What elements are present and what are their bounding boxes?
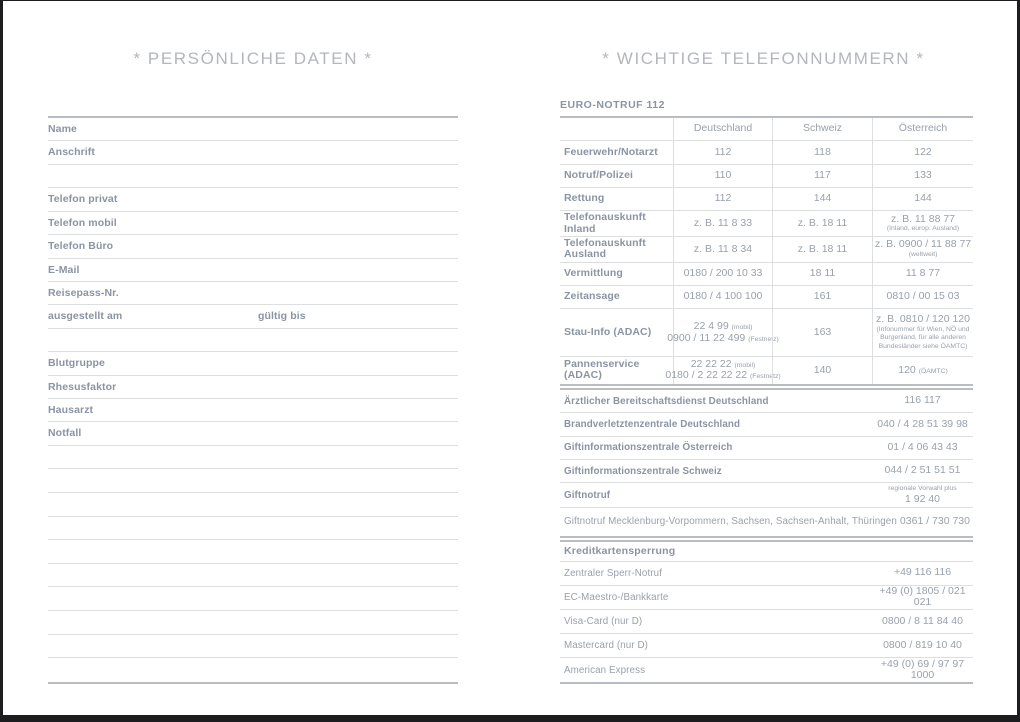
cell-de-note2: (Festnetz): [748, 335, 779, 343]
cell-at-note: (weltweit): [908, 250, 938, 258]
cell-de: z. B. 11 8 33: [673, 211, 772, 236]
list-item: [560, 562, 973, 586]
header-cell-empty: [560, 118, 673, 140]
cell-at: [872, 211, 973, 236]
list-item: [560, 610, 973, 634]
table-row: [560, 286, 973, 309]
field-label: ausgestellt am: [48, 310, 123, 323]
personal-data-form: [48, 116, 458, 684]
list-item: [560, 390, 973, 413]
emergency-numbers-list: [560, 388, 973, 538]
scan-edge-bottom: [0, 715, 1020, 722]
cell-at: [872, 357, 973, 384]
item-value: [872, 485, 973, 505]
field-label: Name: [48, 123, 77, 135]
field-label: Telefon mobil: [48, 216, 117, 229]
cell-at: 122: [872, 141, 973, 163]
form-row-blank: [48, 658, 458, 682]
form-row-blank: [48, 611, 458, 635]
cell-de: [667, 309, 779, 356]
table-header-row: [560, 118, 973, 141]
item-value: +49 (0) 69 / 97 97 1000: [880, 657, 965, 682]
cell-at: 11 8 77: [872, 263, 973, 285]
cell-at-note: (ÖAMTC): [918, 367, 948, 375]
row-label: Feuerwehr/Notarzt: [564, 145, 658, 158]
cell-de-note2: (Festnetz): [750, 373, 781, 381]
item-value: 0800 / 819 10 40: [883, 638, 962, 651]
form-row-blank: [48, 517, 458, 541]
credit-section-header: Kreditkartensperrung: [560, 542, 973, 562]
item-value: 0361 / 730 730: [899, 515, 970, 528]
form-row-anschrift: [48, 141, 458, 164]
form-row-name: [48, 118, 458, 141]
form-row-email: [48, 259, 458, 282]
list-item-giftnotruf: [560, 483, 973, 508]
field-label: Anschrift: [48, 146, 95, 159]
table-row-stau-info: [560, 309, 973, 357]
row-label: Zeitansage: [564, 290, 620, 303]
cell-ch: 140: [772, 357, 872, 384]
form-row-rhesusfaktor: [48, 376, 458, 399]
cell-de: z. B. 11 8 34: [673, 237, 772, 262]
form-row-blutgruppe: [48, 352, 458, 375]
page-title-personal-data: * PERSÖNLICHE DATEN *: [133, 49, 373, 68]
cell-de-main2: 0900 / 11 22 499: [667, 331, 746, 344]
list-item: [560, 460, 973, 483]
cell-ch: 161: [772, 286, 872, 308]
item-label: Giftnotruf: [564, 489, 611, 501]
euro-notruf-label: EURO-NOTRUF 112: [560, 99, 665, 111]
cell-ch: 18 11: [772, 263, 872, 285]
cell-at-note: (Inland, europ. Ausland): [886, 224, 960, 232]
item-value-number: 1 92 40: [904, 492, 941, 505]
row-label: Pannenservice (ADAC): [564, 358, 640, 382]
table-row: [560, 188, 973, 211]
cell-de: 110: [673, 165, 772, 187]
cell-de-line2: [667, 333, 779, 344]
item-value: +49 (0) 1805 / 021 021: [879, 584, 966, 609]
item-value: 01 / 4 06 43 43: [887, 440, 958, 453]
form-row-blank: [48, 329, 458, 353]
cell-at: [872, 237, 973, 262]
form-row-blank: [48, 469, 458, 493]
item-label: EC-Maestro-/Bankkarte: [564, 591, 669, 603]
form-row-hausarzt: [48, 399, 458, 422]
list-item: [560, 658, 973, 682]
table-row: [560, 165, 973, 188]
table-row: [560, 263, 973, 286]
form-row-blank: [48, 540, 458, 564]
cell-de-note1: (mobil): [734, 362, 756, 370]
row-label: Stau-Info (ADAC): [564, 325, 652, 338]
row-label: Telefonauskunft Inland: [564, 211, 646, 235]
form-row-blank: [48, 635, 458, 659]
item-label: Giftinformationszentrale Schweiz: [564, 465, 722, 477]
table-row: [560, 237, 973, 263]
cell-ch: 144: [772, 188, 872, 210]
item-label: Mastercard (nur D): [564, 640, 649, 652]
cell-at-main: z. B. 11 88 77: [890, 212, 955, 225]
item-label: Zentraler Sperr-Notruf: [564, 567, 663, 579]
form-row-blank: [48, 165, 458, 189]
cell-at: 0810 / 00 15 03: [872, 286, 973, 308]
form-row-telefon-buero: [48, 235, 458, 258]
cell-at-note: (Infonummer für Wien, NÖ und Burgenland, für alle anderen Bundesländer siehe ÖAMTC): [876, 325, 970, 350]
item-label: Visa-Card (nur D): [564, 615, 643, 627]
cell-de-line2: [665, 370, 780, 381]
item-label: Ärztlicher Bereitschaftsdienst Deutschland: [564, 395, 769, 407]
list-item: [560, 437, 973, 460]
euro-notruf-table: [560, 116, 973, 386]
cell-de: 0180 / 4 100 100: [673, 286, 772, 308]
page-title-telefonnummern: * WICHTIGE TELEFONNUMMERN *: [602, 49, 925, 68]
cell-at-line: [898, 365, 948, 376]
field-label-gueltig-bis: gültig bis: [258, 310, 306, 323]
list-item: [560, 413, 973, 436]
cell-at-main: z. B. 0810 / 120 120: [876, 313, 970, 326]
item-label: Giftinformationszentrale Österreich: [564, 442, 733, 454]
form-row-notfall: [48, 422, 458, 445]
item-label: Giftnotruf Mecklenburg-Vorpommern, Sachsen, Sachsen-Anhalt, Thüringen: [564, 516, 897, 528]
form-row-blank: [48, 493, 458, 517]
field-label: Hausarzt: [48, 404, 94, 417]
item-value: +49 116 116: [893, 566, 952, 579]
row-label: Rettung: [564, 192, 605, 205]
cell-at-main: z. B. 0900 / 11 88 77: [875, 238, 972, 251]
cell-de: 112: [673, 141, 772, 163]
row-label: Vermittlung: [564, 266, 623, 279]
list-item: [560, 586, 973, 610]
field-label: Telefon Büro: [48, 240, 114, 253]
header-cell-schweiz: Schweiz: [772, 118, 872, 140]
header-cell-oesterreich: Österreich: [872, 118, 973, 140]
cell-ch: 118: [772, 141, 872, 163]
field-label: Telefon privat: [48, 193, 118, 206]
cell-ch: z. B. 18 11: [772, 211, 872, 236]
row-label: Telefonauskunft Ausland: [564, 236, 646, 261]
cell-de-main1: 22 4 99: [693, 320, 729, 333]
cell-ch: 163: [772, 309, 872, 356]
scan-edge-left: [0, 0, 3, 722]
cell-ch: z. B. 18 11: [772, 237, 872, 262]
cell-de: [665, 357, 781, 384]
cell-ch: 117: [772, 165, 872, 187]
field-label: Reisepass-Nr.: [48, 286, 119, 299]
item-value: 116 117: [904, 394, 941, 407]
list-item: [560, 634, 973, 658]
cell-at: 133: [872, 165, 973, 187]
field-label: E-Mail: [48, 263, 80, 276]
form-row-telefon-mobil: [48, 212, 458, 235]
item-label: Brandverletztenzentrale Deutschland: [564, 418, 741, 430]
table-row-pannenservice: [560, 357, 973, 384]
table-row: [560, 141, 973, 164]
header-cell-deutschland: Deutschland: [673, 118, 772, 140]
item-label: American Express: [564, 664, 646, 676]
field-label: Notfall: [48, 427, 82, 440]
cell-at-main: 120: [898, 363, 916, 376]
field-label: Rhesusfaktor: [48, 380, 117, 393]
form-row-blank: [48, 446, 458, 470]
item-value: 044 / 2 51 51 51: [884, 464, 961, 477]
list-item: [560, 508, 973, 536]
cell-de-main1: 22 22 22: [690, 358, 732, 371]
cell-de-main2: 0180 / 2 22 22 22: [665, 369, 748, 382]
cell-de: 112: [673, 188, 772, 210]
credit-card-blocking-list: [560, 540, 973, 684]
item-value: 040 / 4 28 51 39 98: [877, 417, 968, 430]
scan-edge-top: [0, 0, 1020, 1]
cell-at: 144: [872, 188, 973, 210]
row-label: Notruf/Polizei: [564, 169, 634, 182]
form-row-reisepass: [48, 282, 458, 305]
cell-de-note1: (mobil): [731, 324, 753, 332]
cell-at: [872, 309, 973, 356]
form-row-ausgestellt: [48, 305, 458, 328]
item-value-note: regionale Vorwahl plus: [888, 485, 957, 493]
form-row-telefon-privat: [48, 188, 458, 211]
form-row-blank: [48, 564, 458, 588]
form-row-blank: [48, 587, 458, 611]
field-label: Blutgruppe: [48, 357, 105, 370]
item-value: 0800 / 8 11 84 40: [882, 614, 963, 627]
table-row: [560, 211, 973, 237]
cell-de: 0180 / 200 10 33: [673, 263, 772, 285]
